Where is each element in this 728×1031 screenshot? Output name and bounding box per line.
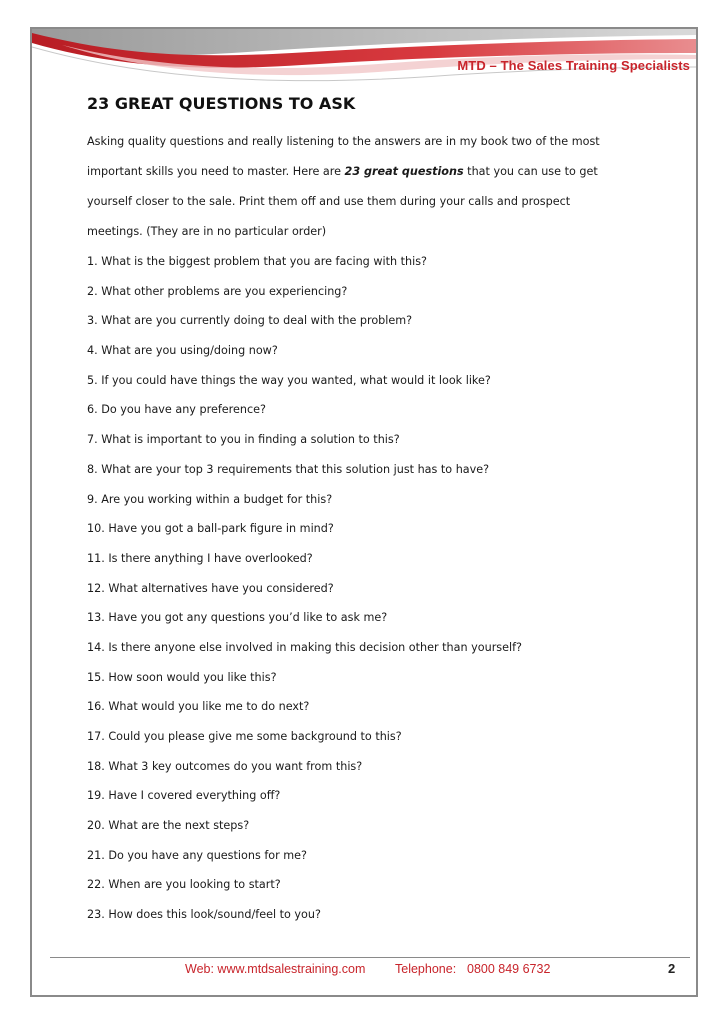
footer-website: Web: www.mtdsalestraining.com	[185, 962, 366, 976]
question-item: 21. Do you have any questions for me?	[87, 848, 307, 862]
intro-line-1: Asking quality questions and really listening to the answers are in my book two of the most	[87, 135, 600, 148]
question-item: 4. What are you using/doing now?	[87, 344, 278, 358]
question-item: 14. Is there anyone else involved in making this decision other than yourself?	[87, 640, 522, 654]
brand-tagline: MTD – The Sales Training Specialists	[457, 58, 690, 73]
question-item: 1. What is the biggest problem that you are facing with this?	[87, 255, 427, 268]
question-item: 8. What are your top 3 requirements that this solution just has to have?	[87, 462, 490, 476]
page-number: 2	[668, 961, 676, 976]
question-item: 12. What alternatives have you considered?	[87, 581, 334, 595]
document-title: 23 GREAT QUESTIONS TO ASK	[87, 94, 356, 113]
intro-line-2-start: important skills you need to master. Here are	[87, 165, 345, 178]
intro-line-3: yourself closer to the sale. Print them off and use them during your calls and prospect	[87, 195, 571, 208]
question-item: 23. How does this look/sound/feel to you?	[87, 908, 321, 922]
question-item: 16. What would you like me to do next?	[87, 700, 310, 714]
question-item: 13. Have you got any questions you’d like to ask me?	[87, 611, 388, 625]
footer-divider	[50, 957, 690, 958]
intro-emphasis: 23 great questions	[344, 165, 464, 178]
question-item: 7. What is important to you in finding a solution to this?	[87, 433, 400, 447]
question-item: 3. What are you currently doing to deal with the problem?	[87, 314, 413, 328]
question-item: 20. What are the next steps?	[87, 819, 250, 833]
question-item: 9. Are you working within a budget for this?	[87, 492, 333, 506]
question-list	[87, 247, 522, 930]
question-item: 11. Is there anything I have overlooked?	[87, 551, 313, 565]
footer-telephone-label: Telephone:	[395, 962, 457, 976]
question-item: 10. Have you got a ball-park figure in mind?	[87, 522, 334, 536]
question-item: 17. Could you please give me some background to this?	[87, 730, 402, 743]
intro-line-2	[87, 157, 667, 187]
question-item: 2. What other problems are you experiencing?	[87, 284, 348, 298]
question-item: 15. How soon would you like this?	[87, 670, 277, 684]
question-item: 18. What 3 key outcomes do you want from this?	[87, 759, 363, 773]
footer-telephone: 0800 849 6732	[467, 962, 551, 976]
intro-line-2-end: that you can use to get	[463, 165, 598, 178]
question-item: 5. If you could have things the way you wanted, what would it look like?	[87, 373, 491, 387]
question-item: 22. When are you looking to start?	[87, 878, 281, 892]
intro-line-4: meetings. (They are in no particular order)	[87, 225, 327, 238]
question-item: 19. Have I covered everything off?	[87, 789, 281, 803]
question-item: 6. Do you have any preference?	[87, 403, 266, 417]
intro-paragraph	[87, 127, 667, 247]
